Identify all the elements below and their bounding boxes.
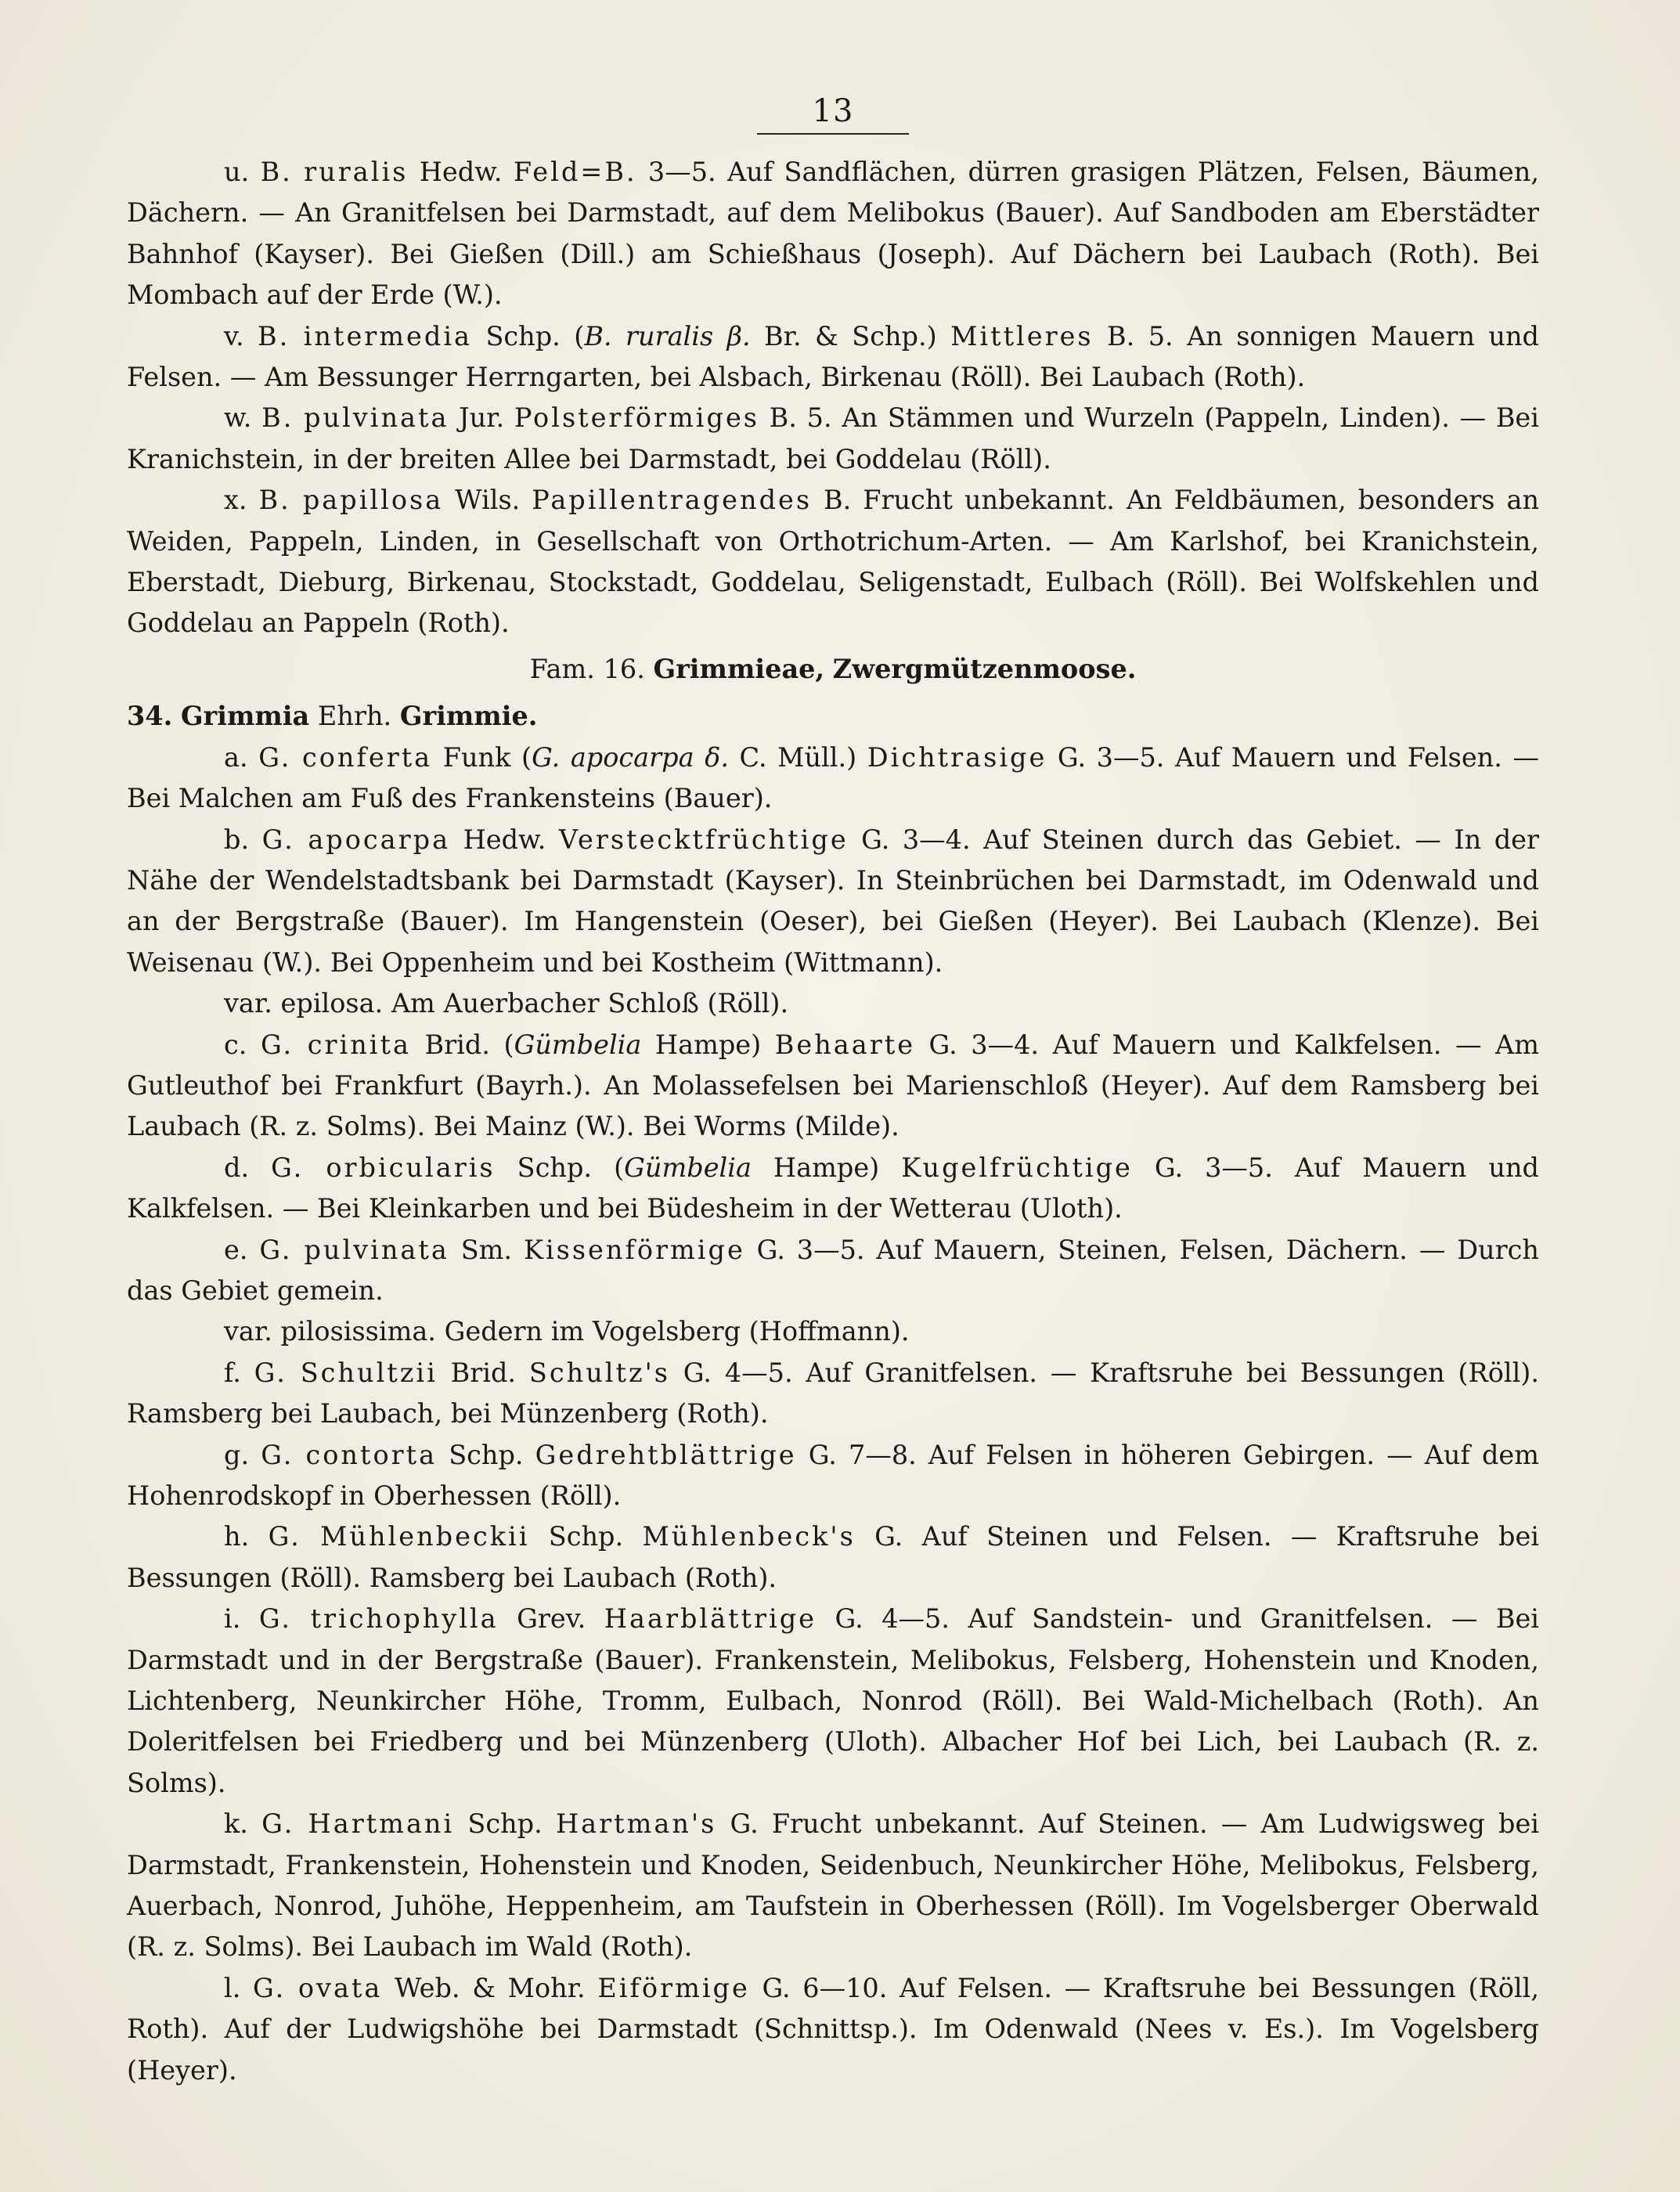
synonym-close: Hampe) — [641, 1029, 762, 1060]
entry-letter: i. — [224, 1603, 241, 1635]
entry-genus: G. — [259, 1234, 293, 1265]
entry-german-name: Kugelfrüchtige — [901, 1152, 1133, 1183]
entry-description: G. 3—4. Auf Steinen durch das Gebiet. — In der Nähe der Wendelstadtsbank bei Darmstadt (Kayser). In Steinbrüchen bei Darmstadt, im Odenwald und an der Bergstraße (Bauer). Im Hangenstein (Oeser), bei Gießen (Heyer). Bei Laubach (Klenze). Bei Weisenau (W.). Bei Oppenheim und bei Kostheim (Wittmann). — [127, 824, 1539, 978]
synonym-italic: G. apocarpa δ. — [532, 741, 729, 773]
species-entry — [127, 1230, 1539, 1312]
entry-german-name: Verstecktfrüchtige — [558, 824, 849, 855]
species-entry — [127, 398, 1539, 480]
variety-text: var. epilosa. Am Auerbacher Schloß (Röll). — [224, 988, 789, 1019]
entry-author: Schp. — [467, 1808, 543, 1840]
species-entry — [127, 1516, 1539, 1599]
entry-genus: B. — [260, 157, 293, 187]
entry-species: pulvinata — [304, 1234, 449, 1265]
entry-species: crinita — [307, 1029, 411, 1060]
species-entry — [127, 1435, 1539, 1517]
entry-description: G. Frucht unbekannt. Auf Steinen. — Am Ludwigsweg bei Darmstadt, Frankenstein, Hohenstein und Knoden, Seidenbuch, Neunkircher Höhe, Melibokus, Felsberg, Auerbach, Nonrod, Juhöhe, Heppenheim, am Taufstein in Oberhessen (Röll). Im Vogelsberger Oberwald (R. z. Solms). Bei Laubach im Wald (Roth). — [127, 1808, 1540, 1963]
entry-author: Sm. — [460, 1234, 513, 1265]
entry-author: Brid. — [424, 1029, 490, 1060]
synonym-close: Hampe) — [751, 1152, 880, 1183]
entry-german-name: Mittleres — [950, 320, 1094, 352]
genus-german: Grimmie. — [399, 701, 538, 732]
entry-letter: f. — [224, 1357, 241, 1388]
page-number: 13 — [812, 93, 854, 129]
entry-author: Hedw. — [419, 157, 503, 187]
entry-german-name: Gedrehtblättrige — [535, 1439, 797, 1470]
variety-entry — [127, 983, 1539, 1024]
entry-description: B. Frucht unbekannt. An Feldbäumen, besonders an Weiden, Pappeln, Linden, in Gesellschaft von Orthotrichum-Arten. — Am Karlshof, bei Kranichstein, Eberstadt, Dieburg, Birkenau, Stockstadt, Goddelau, Seligenstadt, Eulbach (Röll). Bei Wolfskehlen und Goddelau an Pappeln (Roth). — [127, 485, 1540, 639]
synonym-open: ( — [503, 1029, 514, 1060]
entry-author: Wils. — [455, 485, 521, 516]
entry-species: ovata — [297, 1972, 383, 2003]
entry-description: G. 3—5. Auf Mauern, Steinen, Felsen, Dächern. — Durch das Gebiet gemein. — [127, 1234, 1539, 1306]
entry-genus: G. — [253, 1972, 287, 2003]
family-name-latin: Grimmieae, — [653, 653, 825, 684]
entry-description: G. 4—5. Auf Sandstein- und Granitfelsen. — Bei Darmstadt und in der Bergstraße (Bauer). Frankenstein, Melibokus, Felsberg, Hohenstein und Knoden, Lichtenberg, Neunkircher Höhe, Tromm, Eulbach, Nonrod (Röll). Bei Wald-Michelbach (Roth). An Doleritfelsen bei Friedberg und bei Münzenberg (Uloth). Albacher Hof bei Lich, bei Laubach (R. z. Solms). — [127, 1603, 1539, 1798]
species-entry — [127, 1148, 1539, 1230]
species-entry — [127, 1025, 1539, 1148]
synonym-italic: B. ruralis β. — [584, 320, 751, 352]
species-entry — [127, 1968, 1539, 2091]
entry-description: G. 6—10. Auf Felsen. — Kraftsruhe bei Bessungen (Röll, Roth). Auf der Ludwigshöhe bei Darmstadt (Schnittsp.). Im Odenwald (Nees v. Es.). Im Vogelsberg (Heyer). — [127, 1972, 1539, 2086]
entry-species: pulvinata — [304, 402, 449, 434]
species-entry — [127, 1353, 1539, 1435]
entry-species: apocarpa — [308, 824, 451, 855]
entry-letter: x. — [224, 485, 247, 516]
entry-species: Schultzii — [300, 1357, 438, 1388]
entry-species: contorta — [305, 1439, 438, 1470]
species-entry — [127, 820, 1539, 984]
entry-german-name: Dichtrasige — [867, 741, 1047, 773]
entry-author: Brid. — [450, 1357, 517, 1388]
entry-species: orbicularis — [326, 1152, 496, 1183]
entry-genus: G. — [261, 1439, 294, 1470]
entry-author: Grev. — [517, 1603, 586, 1635]
entry-genus: G. — [268, 1521, 301, 1552]
species-entry — [127, 1599, 1539, 1804]
species-entry — [127, 152, 1539, 316]
entry-description: B. 5. An sonnigen Mauern und Felsen. — Am Bessunger Herrngarten, bei Alsbach, Birkenau (Röll). Bei Laubach (Roth). — [127, 320, 1539, 393]
entry-genus: B. — [258, 320, 290, 352]
entry-letter: k. — [224, 1808, 248, 1840]
entry-german-name: Papillentragendes — [532, 485, 813, 516]
entry-description: 3—5. Auf Sandflächen, dürren grasigen Plätzen, Felsen, Bäumen, Dächern. — An Granitfelsen bei Darmstadt, auf dem Melibokus (Bauer). Auf Sandboden am Eberstädter Bahnhof (Kayser). Bei Gießen (Dill.) am Schießhaus (Joseph). Auf Dächern bei Laubach (Roth). Bei Mombach auf der Erde (W.). — [127, 157, 1539, 311]
genus-heading — [127, 696, 1539, 737]
synonym-close: C. Müll.) — [728, 741, 857, 773]
genus-number: 34. — [127, 701, 173, 732]
species-entry — [127, 737, 1539, 820]
entry-description: G. 7—8. Auf Felsen in höheren Gebirgen. — Auf dem Hohenrodskopf in Oberhessen (Röll). — [127, 1439, 1539, 1511]
entry-genus: G. — [260, 1029, 294, 1060]
entry-author: Schp. — [548, 1521, 624, 1552]
variety-text: var. pilosissima. Gedern im Vogelsberg (Hoffmann). — [224, 1316, 910, 1347]
entry-species: trichophylla — [310, 1603, 499, 1635]
entry-description: B. 5. An Stämmen und Wurzeln (Pappeln, Linden). — Bei Kranichstein, in der breiten Allee bei Darmstadt, bei Goddelau (Röll). — [127, 402, 1539, 474]
entry-genus: G. — [261, 824, 295, 855]
entry-letter: d. — [224, 1152, 250, 1183]
entry-genus: B. — [261, 402, 294, 434]
entry-letter: g. — [224, 1439, 250, 1470]
entry-letter: v. — [224, 320, 244, 352]
synonym-close: Br. & Schp.) — [750, 320, 937, 352]
entry-german-name: Behaarte — [774, 1029, 916, 1060]
family-name-german: Zwergmützenmoose. — [832, 653, 1137, 684]
entry-genus: G. — [261, 1808, 295, 1840]
synonym-italic: Gümbelia — [514, 1029, 642, 1060]
entry-description: G. 3—5. Auf Mauern und Kalkfelsen. — Bei Kleinkarben und bei Büdesheim in der Wetterau (Uloth). — [127, 1152, 1539, 1224]
entry-german-name: Feld=B. — [513, 157, 637, 187]
species-entry — [127, 316, 1539, 398]
entry-author: Schp. — [449, 1439, 524, 1470]
entry-german-name: Hartman's — [555, 1808, 717, 1840]
entry-letter: l. — [224, 1972, 241, 2003]
entry-german-name: Schultz's — [528, 1357, 670, 1388]
entry-author: Jur. — [459, 402, 505, 434]
entry-letter: c. — [224, 1029, 247, 1060]
entry-author: Web. & Mohr. — [394, 1972, 586, 2003]
entry-german-name: Kissenförmige — [523, 1234, 745, 1265]
entry-species: papillosa — [302, 485, 444, 516]
family-heading — [127, 649, 1539, 690]
entry-genus: G. — [271, 1152, 305, 1183]
entry-german-name: Polsterförmiges — [514, 402, 759, 434]
entry-species: conferta — [301, 741, 433, 773]
header-rule — [757, 133, 909, 135]
synonym-italic: Gümbelia — [624, 1152, 752, 1183]
entry-german-name: Mühlenbeck's — [642, 1521, 856, 1552]
entry-letter: h. — [224, 1521, 250, 1552]
text-body — [127, 152, 1539, 2091]
synonym-open: ( — [614, 1152, 625, 1183]
species-entry — [127, 480, 1539, 644]
variety-entry — [127, 1311, 1539, 1352]
entry-description: G. 4—5. Auf Granitfelsen. — Kraftsruhe bei Bessungen (Röll). Ramsberg bei Laubach, bei Münzenberg (Roth). — [127, 1357, 1540, 1429]
entry-german-name: Haarblättrige — [604, 1603, 817, 1635]
entry-letter: b. — [224, 824, 250, 855]
entry-german-name: Eiförmige — [597, 1972, 750, 2003]
genus-author: Ehrh. — [317, 701, 392, 732]
entry-letter: e. — [224, 1234, 248, 1265]
family-label: Fam. 16. — [529, 653, 645, 684]
entries-before — [127, 152, 1539, 644]
entry-author: Funk — [442, 741, 511, 773]
entry-genus: G. — [258, 1603, 293, 1635]
entry-description: G. Auf Steinen und Felsen. — Kraftsruhe bei Bessungen (Röll). Ramsberg bei Laubach (Roth). — [127, 1521, 1539, 1593]
entry-author: Schp. — [517, 1152, 593, 1183]
entry-description: G. 3—4. Auf Mauern und Kalkfelsen. — Am Gutleuthof bei Frankfurt (Bayrh.). An Molassefelsen bei Marienschloß (Heyer). Auf dem Ramsberg bei Laubach (R. z. Solms). Bei Mainz (W.). Bei Worms (Milde). — [127, 1029, 1539, 1142]
entry-author: Hedw. — [463, 824, 546, 855]
entry-species: ruralis — [304, 157, 409, 187]
synonym-open: ( — [574, 320, 585, 352]
species-entry — [127, 1804, 1539, 1968]
entry-genus: G. — [254, 1357, 287, 1388]
entries-after — [127, 737, 1539, 2091]
entry-letter: w. — [224, 402, 252, 434]
entry-genus: G. — [258, 741, 292, 773]
entry-letter: a. — [224, 741, 248, 773]
entry-species: Mühlenbeckii — [320, 1521, 530, 1552]
entry-letter: u. — [224, 157, 250, 187]
entry-author: Schp. — [485, 320, 561, 352]
synonym-open: ( — [521, 741, 532, 773]
entry-species: Hartmani — [308, 1808, 455, 1840]
entry-description: G. 3—5. Auf Mauern und Felsen. — Bei Malchen am Fuß des Frankensteins (Bauer). — [127, 741, 1539, 814]
genus-name: Grimmia — [180, 701, 310, 732]
entry-species: intermedia — [303, 320, 473, 352]
entry-genus: B. — [258, 485, 291, 516]
